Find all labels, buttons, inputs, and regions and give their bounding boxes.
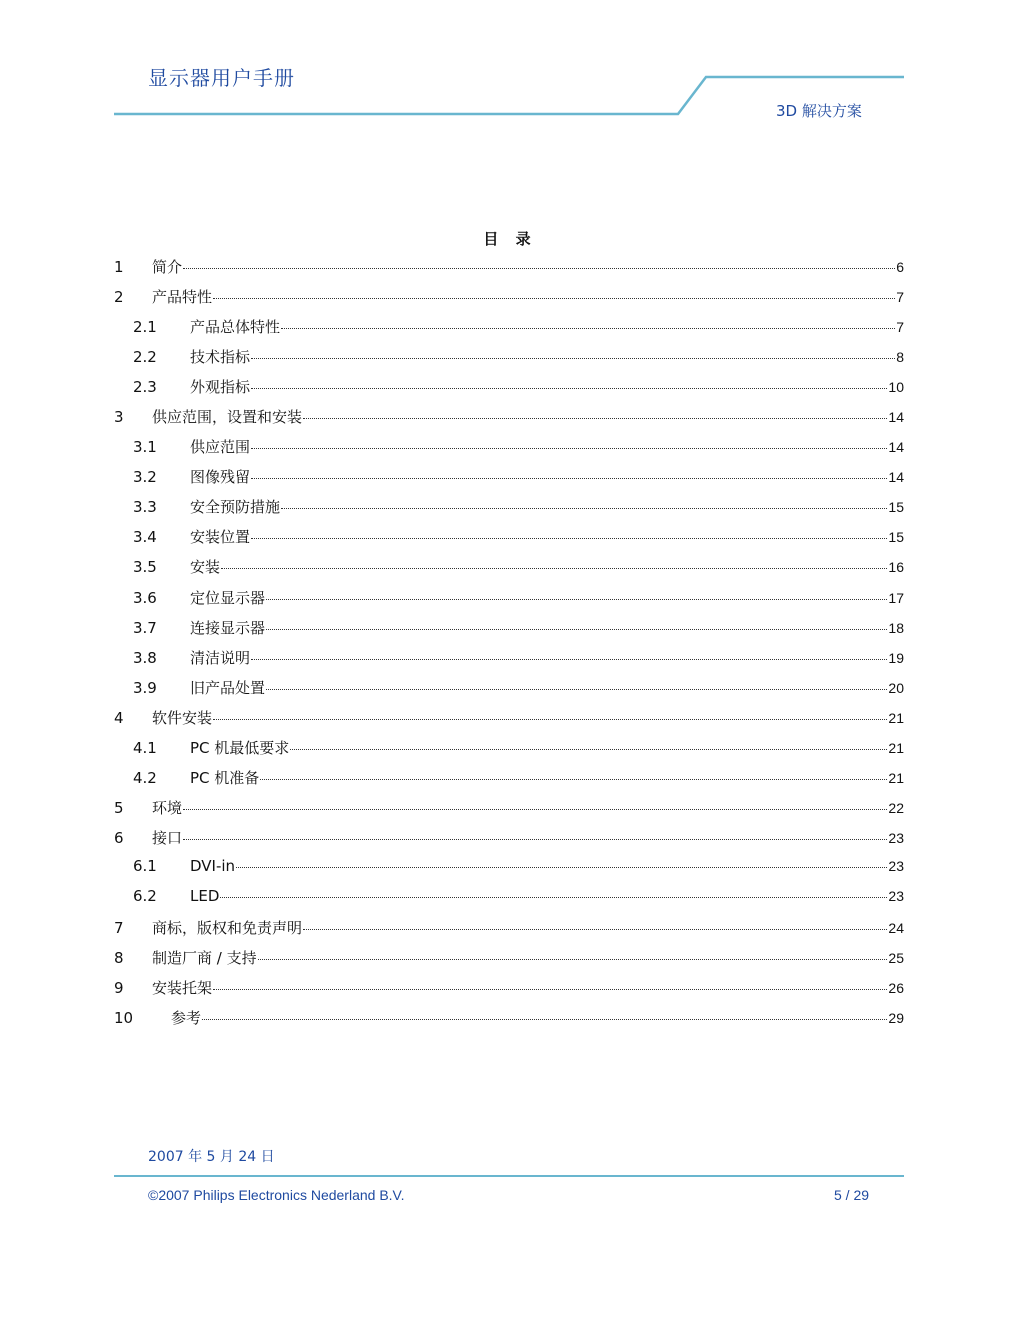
toc-entry[interactable]	[114, 857, 904, 887]
toc-number: 4.1	[133, 738, 157, 757]
footer-rule	[114, 1175, 904, 1177]
dot-leader	[251, 478, 887, 479]
toc-title[interactable]: 外观指标	[190, 378, 251, 397]
dot-leader	[251, 659, 887, 660]
toc-page[interactable]: 20	[888, 679, 904, 696]
toc-number: 3.2	[133, 468, 157, 487]
toc-title[interactable]: LED	[190, 886, 220, 905]
toc-entry[interactable]	[114, 917, 904, 947]
toc-entry[interactable]	[114, 436, 904, 466]
toc-page[interactable]: 15	[888, 529, 904, 546]
toc-title[interactable]: 安装	[190, 558, 221, 577]
page-number: 5 / 29	[834, 1187, 870, 1203]
dot-leader	[251, 538, 887, 539]
toc-page[interactable]: 15	[888, 499, 904, 516]
toc-page[interactable]: 24	[888, 920, 904, 937]
dot-leader	[251, 448, 887, 449]
toc-title[interactable]: 安装托架	[152, 979, 213, 998]
toc-number: 6.2	[133, 886, 157, 905]
toc-title[interactable]: 供应范围，设置和安装	[152, 408, 303, 427]
toc-entry[interactable]	[114, 767, 904, 797]
toc-page[interactable]: 7	[896, 319, 904, 336]
dot-leader	[303, 929, 887, 930]
dot-leader	[266, 599, 887, 600]
toc-title[interactable]: PC 机准备	[190, 768, 260, 787]
document-title: 显示器用户手册	[148, 66, 295, 90]
toc-page[interactable]: 6	[896, 259, 904, 275]
toc-title[interactable]: 产品总体特性	[190, 318, 281, 337]
dot-leader	[266, 689, 887, 690]
toc-entry[interactable]	[114, 737, 904, 767]
toc-number: 8	[114, 949, 124, 968]
toc-entry[interactable]	[114, 797, 904, 827]
toc-title[interactable]: DVI-in	[190, 856, 236, 875]
dot-leader	[258, 959, 888, 960]
toc-title[interactable]: 连接显示器	[190, 618, 266, 637]
toc-entry[interactable]	[114, 587, 904, 617]
toc-page[interactable]: 8	[896, 349, 904, 366]
toc-entry[interactable]	[114, 346, 904, 376]
toc-number: 10	[114, 1009, 134, 1028]
toc-number: 3	[114, 408, 124, 427]
dot-leader	[221, 568, 887, 569]
dot-leader	[183, 839, 887, 840]
toc-number: 6	[114, 828, 124, 847]
toc-title[interactable]: 接口	[152, 828, 183, 847]
toc-title[interactable]: 供应范围	[190, 438, 251, 457]
dot-leader	[281, 328, 895, 329]
toc-number: 9	[114, 979, 124, 998]
toc-page[interactable]: 21	[888, 739, 904, 756]
toc-number: 1	[114, 258, 124, 276]
toc-title[interactable]: 环境	[152, 798, 183, 817]
toc-page[interactable]: 18	[888, 619, 904, 636]
toc-page[interactable]: 25	[888, 950, 904, 967]
toc-page[interactable]: 21	[888, 769, 904, 786]
toc-entry[interactable]	[114, 827, 904, 857]
toc-entry[interactable]	[114, 556, 904, 586]
toc-number: 3.6	[133, 588, 157, 607]
toc-number: 2.3	[133, 378, 157, 397]
toc-title[interactable]: 定位显示器	[190, 588, 266, 607]
toc-number: 3.9	[133, 678, 157, 697]
toc-entry[interactable]	[114, 1007, 904, 1037]
toc-page[interactable]: 26	[888, 980, 904, 997]
toc-title[interactable]: 软件安装	[152, 708, 213, 727]
toc-number: 6.1	[133, 856, 157, 875]
copyright-notice: ©2007 Philips Electronics Nederland B.V.	[148, 1187, 405, 1203]
toc-entry[interactable]	[114, 947, 904, 977]
toc-number: 3.3	[133, 498, 157, 517]
dot-leader	[220, 897, 887, 898]
toc-page[interactable]: 22	[888, 799, 904, 816]
toc-page[interactable]: 10	[888, 379, 904, 396]
toc-page[interactable]: 14	[888, 439, 904, 456]
toc-number: 3.4	[133, 528, 157, 547]
toc-page[interactable]: 14	[888, 469, 904, 486]
dot-leader	[183, 268, 895, 269]
dot-leader	[251, 388, 887, 389]
toc-title[interactable]: 旧产品处置	[190, 678, 266, 697]
toc-heading: 目 录	[483, 230, 537, 248]
toc-number: 7	[114, 919, 124, 938]
toc-entry[interactable]	[114, 286, 904, 316]
toc-title[interactable]: 安装位置	[190, 528, 251, 547]
dot-leader	[281, 508, 887, 509]
toc-number: 2.2	[133, 348, 157, 367]
toc-number: 2.1	[133, 318, 157, 337]
toc-title[interactable]: 参考	[171, 1009, 202, 1028]
toc-page[interactable]: 29	[888, 1010, 904, 1027]
toc-page[interactable]: 16	[888, 559, 904, 576]
toc-entry[interactable]	[114, 256, 904, 286]
dot-leader	[303, 418, 887, 419]
dot-leader	[202, 1019, 887, 1020]
toc-title[interactable]: 简介	[152, 258, 183, 276]
dot-leader	[236, 867, 887, 868]
dot-leader	[260, 779, 887, 780]
toc-page[interactable]: 21	[888, 709, 904, 726]
toc-page[interactable]: 17	[888, 589, 904, 606]
toc-entry[interactable]	[114, 526, 904, 556]
toc-title[interactable]: 安全预防措施	[190, 498, 281, 517]
header-rule	[0, 0, 1020, 130]
toc-number: 5	[114, 798, 124, 817]
toc-number: 3.1	[133, 438, 157, 457]
toc-entry[interactable]	[114, 496, 904, 526]
toc-number: 2	[114, 288, 124, 307]
toc-entry[interactable]	[114, 316, 904, 346]
toc-number: 3.7	[133, 618, 157, 637]
dot-leader	[213, 719, 887, 720]
toc-page[interactable]: 23	[888, 857, 904, 874]
toc-entry[interactable]	[114, 617, 904, 647]
toc-title[interactable]: 图像残留	[190, 468, 251, 487]
toc-title[interactable]: 制造厂商 / 支持	[152, 949, 257, 968]
toc-title[interactable]: 清洁说明	[190, 648, 251, 667]
dot-leader	[213, 989, 887, 990]
toc-entry[interactable]	[114, 647, 904, 677]
dot-leader	[251, 358, 895, 359]
dot-leader	[266, 629, 887, 630]
dot-leader	[213, 298, 895, 299]
toc-entry[interactable]	[114, 977, 904, 1007]
toc-entry[interactable]	[114, 376, 904, 406]
toc-entry[interactable]	[114, 406, 904, 436]
toc-page[interactable]: 23	[888, 887, 904, 904]
toc-number: 4.2	[133, 768, 157, 787]
toc-page[interactable]: 19	[888, 649, 904, 666]
document-date: 2007 年 5 月 24 日	[148, 1149, 275, 1165]
dot-leader	[183, 809, 887, 810]
toc-entry[interactable]	[114, 707, 904, 737]
toc-number: 4	[114, 708, 124, 727]
toc-page[interactable]: 7	[896, 289, 904, 306]
toc-title[interactable]: 产品特性	[152, 288, 213, 307]
toc-entry[interactable]	[114, 677, 904, 707]
toc-title[interactable]: 商标，版权和免责声明	[152, 919, 303, 938]
table-of-contents	[114, 256, 904, 1037]
toc-entry[interactable]	[114, 466, 904, 496]
section-label: 3D 解决方案	[776, 102, 862, 120]
toc-title[interactable]: 技术指标	[190, 348, 251, 367]
toc-number: 3.5	[133, 558, 157, 577]
toc-number: 3.8	[133, 648, 157, 667]
toc-page[interactable]: 23	[888, 829, 904, 846]
toc-page[interactable]: 14	[888, 409, 904, 426]
toc-title[interactable]: PC 机最低要求	[190, 738, 290, 757]
toc-entry[interactable]	[114, 887, 904, 917]
dot-leader	[290, 749, 887, 750]
